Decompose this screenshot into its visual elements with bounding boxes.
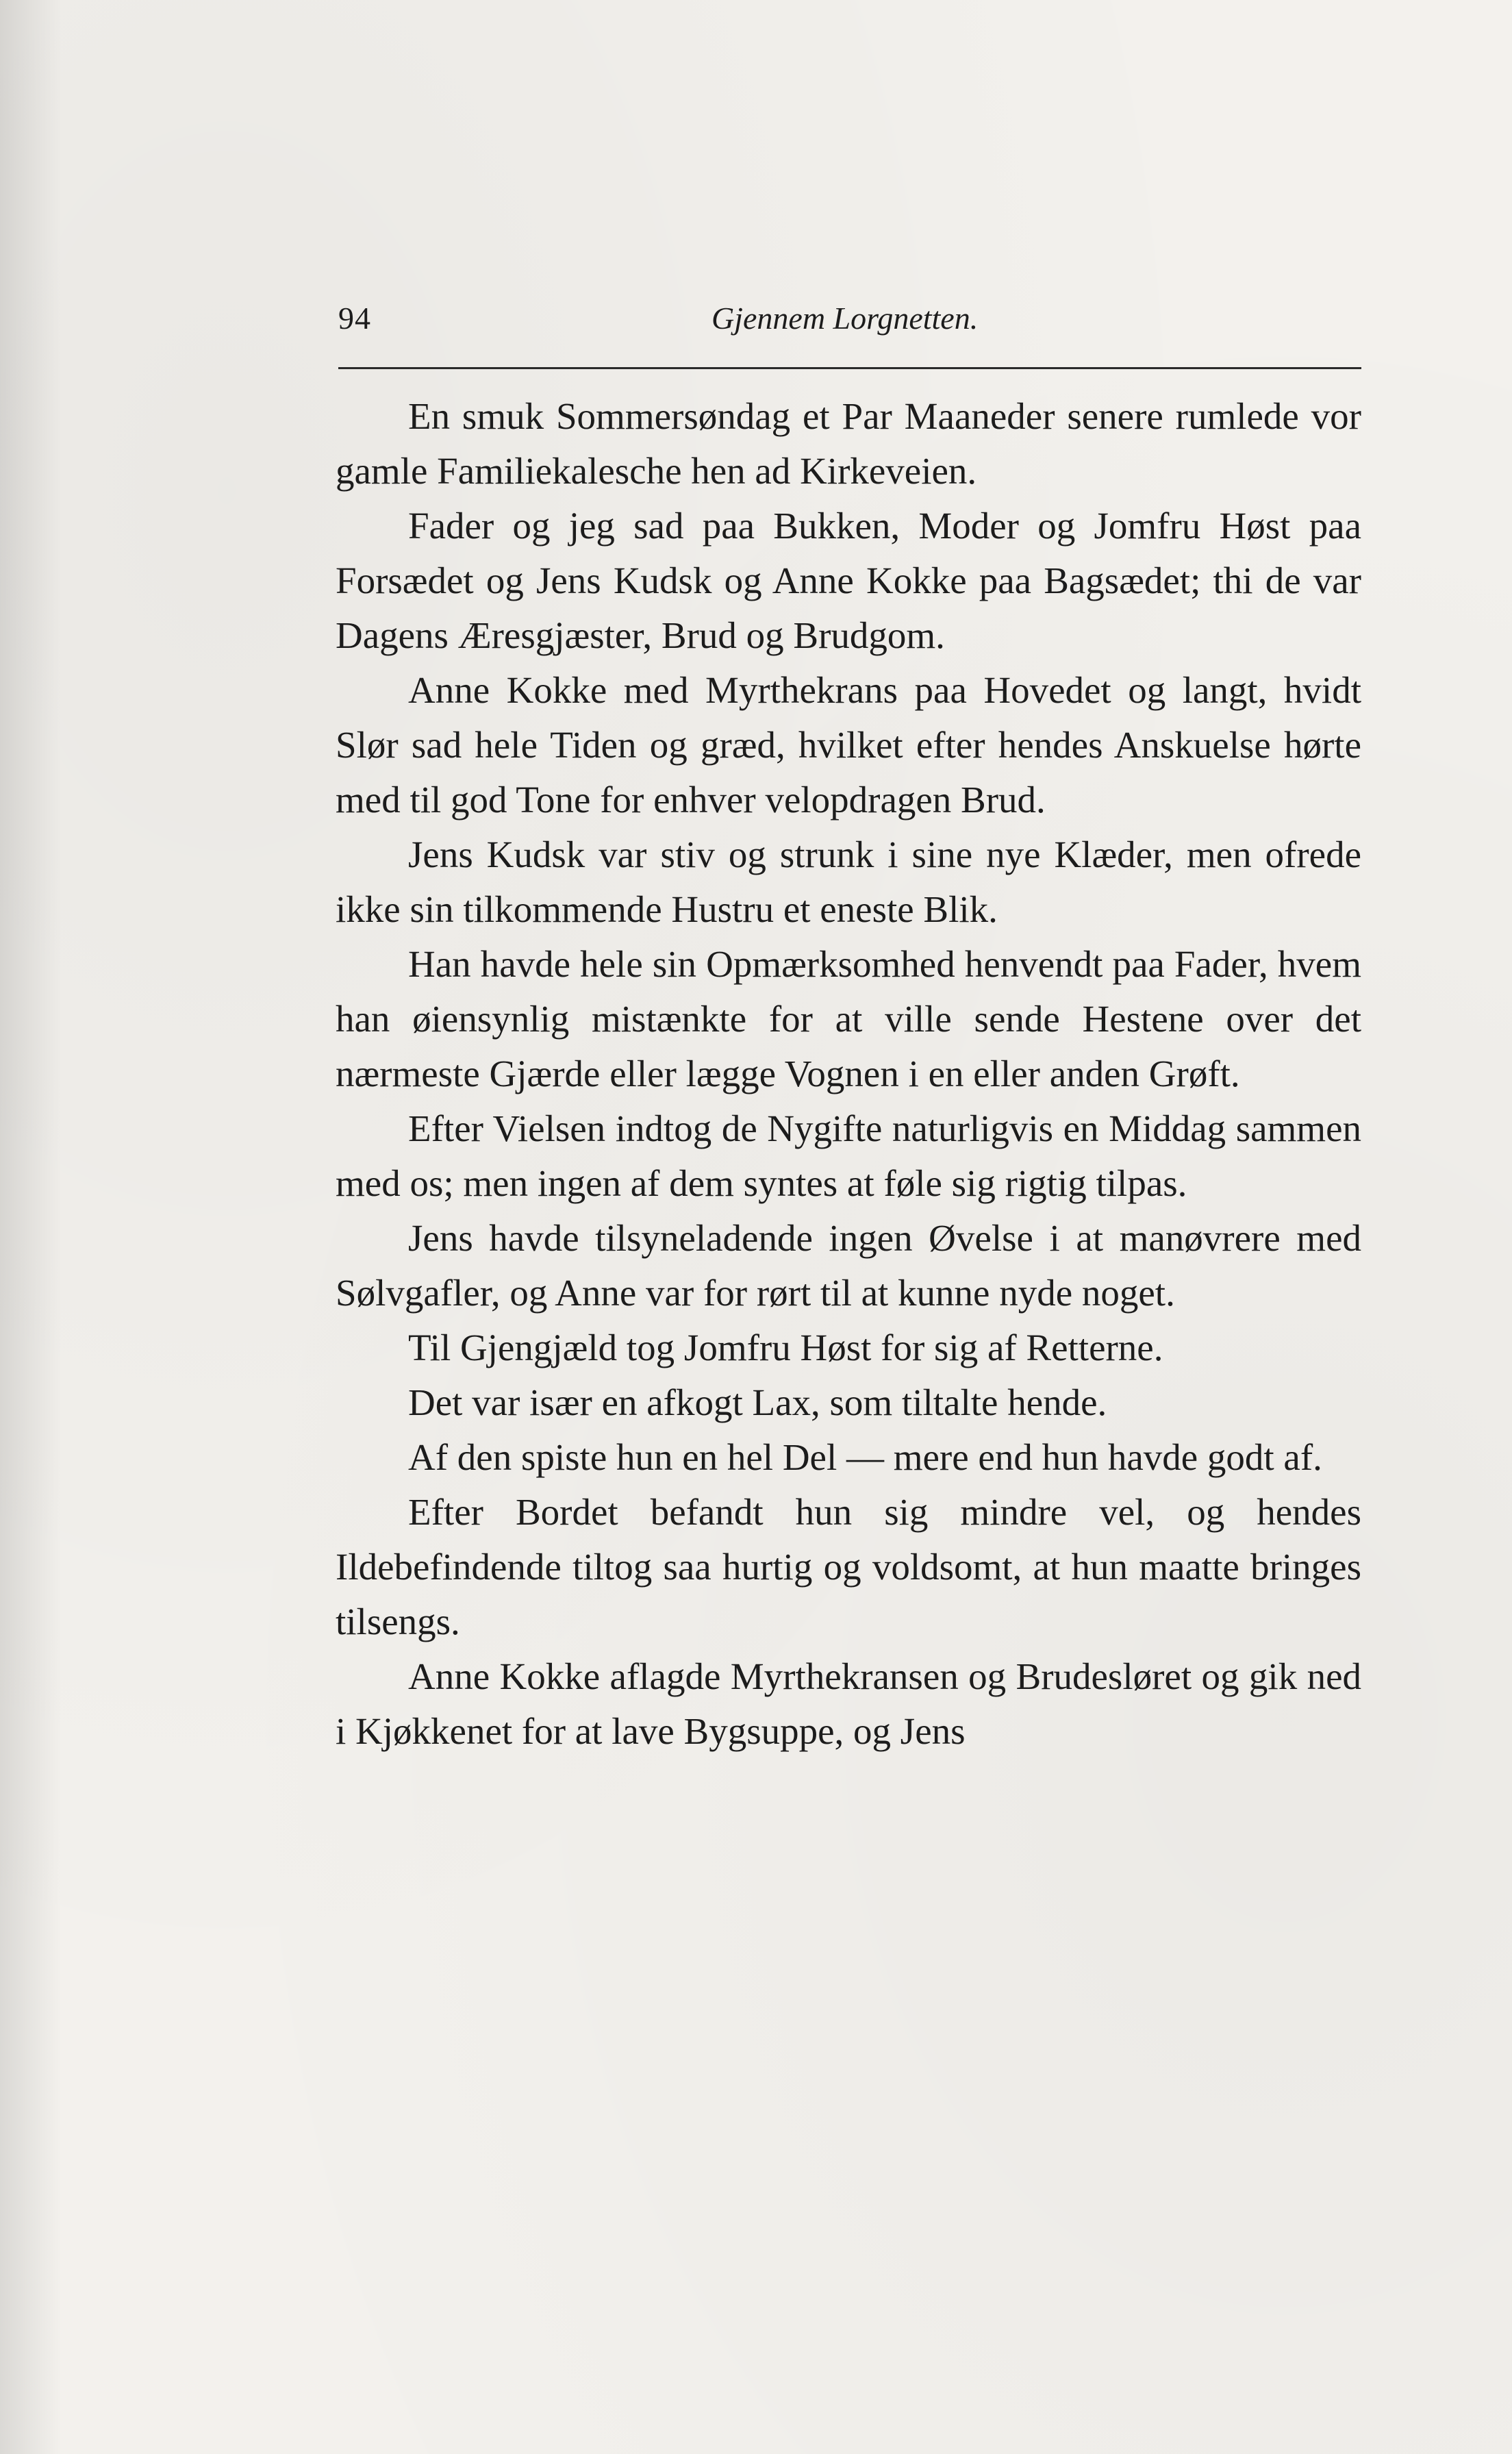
page-number: 94 [338, 301, 371, 336]
paragraph: Efter Vielsen indtog de Nygifte naturligvis en Middag sammen med os; men ingen af dem syntes at føle sig rigtig tilpas. [336, 1107, 1361, 1204]
paragraph: Det var især en afkogt Lax, som tiltalte hende. [408, 1381, 1107, 1423]
paragraph: Anne Kokke aflagde Myrthekransen og Brudesløret og gik ned i Kjøkkenet for at lave Bygsuppe, og Jens [336, 1655, 1361, 1752]
paragraph: Anne Kokke med Myrthekrans paa Hovedet og langt, hvidt Slør sad hele Tiden og græd, hvilket efter hendes Anskuelse hørte med til god Tone for enhver velopdragen Brud. [336, 669, 1361, 821]
paragraph: Fader og jeg sad paa Bukken, Moder og Jomfru Høst paa Forsædet og Jens Kudsk og Anne Kokke paa Bagsædet; thi de var Dagens Æresgjæster, Brud og Brudgom. [336, 505, 1361, 656]
paragraph: Til Gjengjæld tog Jomfru Høst for sig af Retterne. [408, 1327, 1163, 1368]
running-title: Gjennem Lorgnetten. [711, 301, 979, 336]
page-header [338, 293, 1361, 369]
body-text [336, 389, 1361, 1759]
paragraph: Jens Kudsk var stiv og strunk i sine nye Klæder, men ofrede ikke sin tilkommende Hustru et eneste Blik. [336, 834, 1361, 930]
paragraph: En smuk Sommersøndag et Par Maaneder senere rumlede vor gamle Familiekalesche hen ad Kirkeveien. [336, 395, 1361, 492]
paragraph: Jens havde tilsyneladende ingen Øvelse i at manøvrere med Sølvgafler, og Anne var for rørt til at kunne nyde noget. [336, 1217, 1361, 1314]
gutter-shadow [0, 0, 62, 2454]
paragraph: Af den spiste hun en hel Del — mere end hun havde godt af. [408, 1436, 1322, 1478]
paragraph: Han havde hele sin Opmærksomhed henvendt paa Fader, hvem han øiensynlig mistænkte for at ville sende Hestene over det nærmeste Gjærde eller lægge Vognen i en eller anden Grøft. [336, 943, 1361, 1094]
paragraph: Efter Bordet befandt hun sig mindre vel, og hendes Ildebefindende tiltog saa hurtig og voldsomt, at hun maatte bringes tilsengs. [336, 1491, 1361, 1642]
